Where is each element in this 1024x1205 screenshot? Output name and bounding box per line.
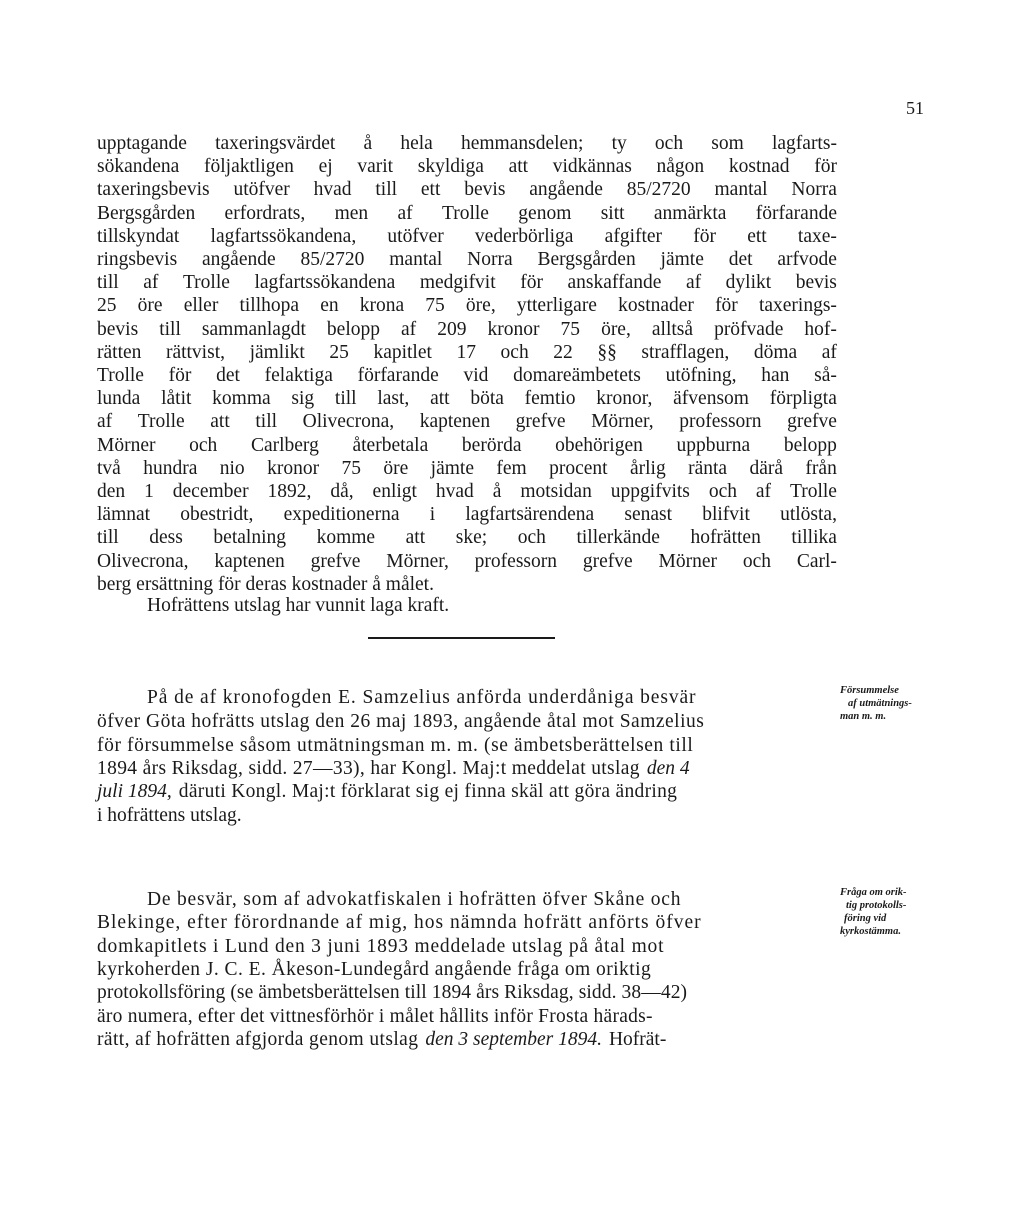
paragraph-1-line: berg ersättning för deras kostnader å målet. <box>97 573 434 595</box>
paragraph-2-line-2: öfver Göta hofrätts utslag den 26 maj 1893, angående åtal mot Samzelius <box>97 711 705 732</box>
paragraph-1-line: Trolle för det felaktiga förfarande vid domareämbetets utöfning, han så- <box>97 365 837 386</box>
paragraph-1-line: Olivecrona, kaptenen grefve Mörner, professorn grefve Mörner och Carl- <box>97 550 837 572</box>
paragraph-1-line: Bergsgården erfordrats, men af Trolle genom sitt anmärkta förfarande <box>97 202 837 224</box>
paragraph-2-line-1: På de af kronofogden E. Samzelius anförda underdåniga besvär <box>147 687 697 708</box>
paragraph-3-line-3: domkapitlets i Lund den 3 juni 1893 meddelade utslag på åtal mot <box>97 936 665 957</box>
paragraph-1-line: bevis till sammanlagdt belopp af 209 kronor 75 öre, alltså pröfvade hof- <box>97 318 837 340</box>
paragraph-2-line-5: juli 1894, däruti Kongl. Maj:t förklarat sig ej finna skäl att göra ändring <box>97 781 678 802</box>
paragraph-1-line: till af Trolle lagfartssökandena medgifvit för anskaffande af dylikt bevis <box>97 272 837 294</box>
paragraph-1-line: taxeringsbevis utöfver hvad till ett bevis angående 85/2720 mantal Norra <box>97 179 837 201</box>
paragraph-3-line-6: äro numera, efter det vittnesförhör i målet hållits inför Frosta härads- <box>97 1006 653 1027</box>
margin-note-forsummelse: Försummelse af utmätnings- man m. m. <box>840 685 912 722</box>
paragraph-1-line: af Trolle att till Olivecrona, kaptenen grefve Mörner, professorn grefve <box>97 411 837 433</box>
paragraph-3-line-1: De besvär, som af advokatfiskalen i hofrätten öfver Skåne och <box>147 889 682 910</box>
paragraph-2-line-3: för försummelse såsom utmätningsman m. m. (se ämbetsberättelsen till <box>97 735 694 756</box>
paragraph-1-line: den 1 december 1892, då, enligt hvad å motsidan uppgifvits och af Trolle <box>97 481 837 502</box>
paragraph-3-line-5: protokollsföring (se ämbetsberättelsen till 1894 års Riksdag, sidd. 38—42) <box>97 982 688 1003</box>
page-number: 51 <box>906 98 924 118</box>
paragraph-1-closing-line: Hofrättens utslag har vunnit laga kraft. <box>147 595 450 616</box>
paragraph-1-line: lunda låtit komma sig till last, att böta femtio kronor, äfvensom förpligta <box>97 388 837 410</box>
paragraph-2-line-4: 1894 års Riksdag, sidd. 27—33), har Kongl. Maj:t meddelat utslag den 4 <box>97 758 690 779</box>
paragraph-1-line: Mörner och Carlberg återbetala berörda obehörigen uppburna belopp <box>97 434 837 456</box>
paragraph-2-line-6: i hofrättens utslag. <box>97 805 242 826</box>
paragraph-1-line: tillskyndat lagfartssökandena, utöfver vederbörliga afgifter för ett taxe- <box>97 225 837 247</box>
paragraph-1-line: upptagande taxeringsvärdet å hela hemmansdelen; ty och som lagfarts- <box>97 133 837 154</box>
paragraph-3-line-4: kyrkoherden J. C. E. Åkeson-Lundegård angående fråga om oriktig <box>97 959 652 980</box>
paragraph-1-line: till dess betalning komme att ske; och tillerkände hofrätten tillika <box>97 527 837 549</box>
paragraph-3-line-2: Blekinge, efter förordnande af mig, hos nämnda hofrätt anförts öfver <box>97 912 702 933</box>
section-divider <box>368 637 555 639</box>
margin-note-protokollsforing: Fråga om orik- tig protokolls- föring vid kyrkostämma. <box>840 887 907 937</box>
paragraph-1-line: sökandena följaktligen ej varit skyldiga att vidkännas någon kostnad för <box>97 156 837 178</box>
paragraph-1-line: ringsbevis angående 85/2720 mantal Norra Bergsgården jämte det arfvode <box>97 249 837 270</box>
paragraph-1-line: lämnat obestridt, expeditionerna i lagfartsärendena senast blifvit utlösta, <box>97 504 837 526</box>
paragraph-1-line: rätten rättvist, jämlikt 25 kapitlet 17 och 22 §§ strafflagen, döma af <box>97 341 837 363</box>
paragraph-3-line-7: rätt, af hofrätten afgjorda genom utslag den 3 september 1894. Hofrät- <box>97 1029 667 1050</box>
paragraph-1-line: 25 öre eller tillhopa en krona 75 öre, ytterligare kostnader för taxerings- <box>97 295 837 317</box>
paragraph-1-line: två hundra nio kronor 75 öre jämte fem procent årlig ränta därå från <box>97 457 837 479</box>
